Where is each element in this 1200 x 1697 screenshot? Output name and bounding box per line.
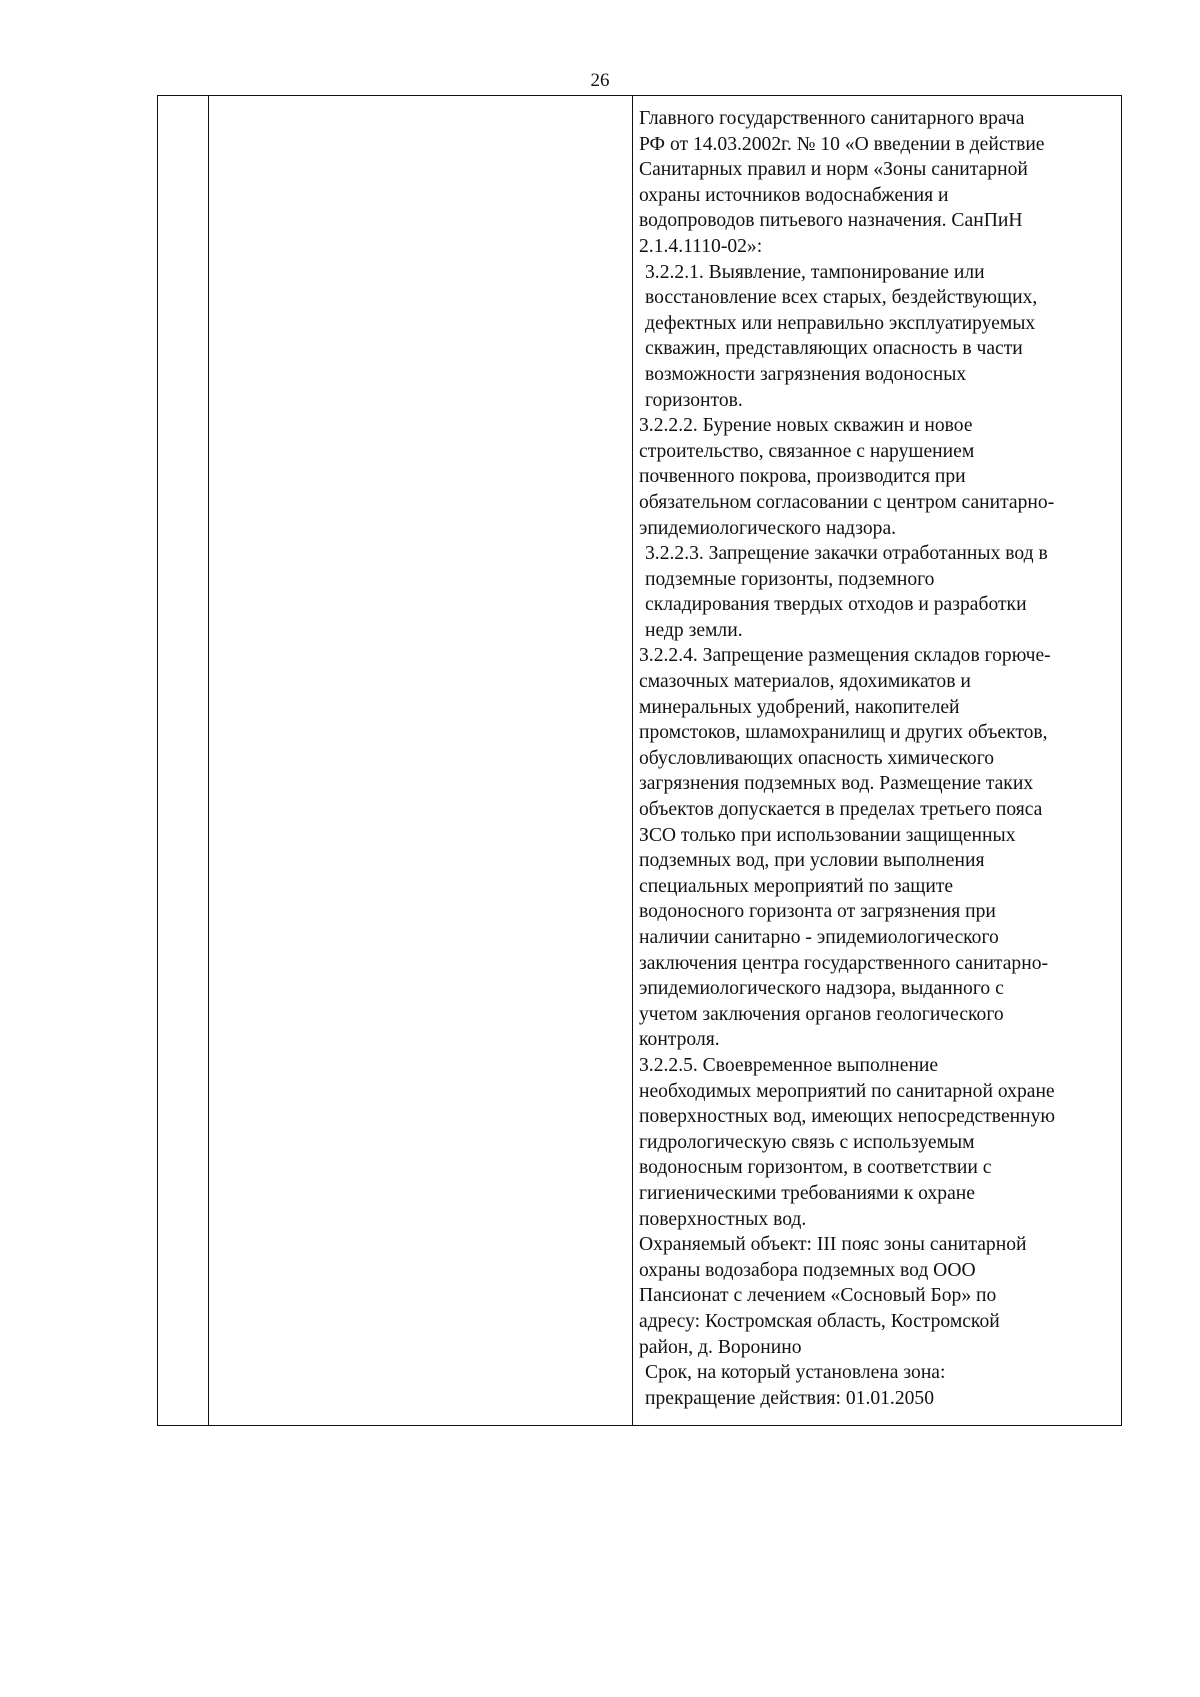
paragraph-resolution-reference: Главного государственного санитарного врача РФ от 14.03.2002г. № 10 «О введении в действие Санитарных правил и норм «Зоны санитарной охраны источников водоснабжения и водопроводов питьевого назначения. СанПиН 2.1.4.1110-02»:: [639, 108, 1045, 257]
table-cell-right: [639, 106, 1117, 1411]
document-table: [157, 95, 1122, 1426]
column-divider-1: [208, 96, 209, 1425]
paragraph-protected-object: Охраняемый объект: III пояс зоны санитарной охраны водозабора подземных вод ООО Пансионат с лечением «Сосновый Бор» по адресу: Костромская область, Костромской район, д. Воронино: [639, 1234, 1027, 1358]
column-divider-2: [632, 96, 633, 1425]
page-number: 26: [590, 70, 610, 91]
paragraph-zone-term: Срок, на который установлена зона: прекращение действия: 01.01.2050: [645, 1362, 946, 1409]
paragraph-3-2-2-1: 3.2.2.1. Выявление, тампонирование или восстановление всех старых, бездействующих, дефектных или неправильно эксплуатируемых скважин, представляющих опасность в части возможности загрязнения водоносных горизонтов.: [645, 261, 1038, 411]
paragraph-3-2-2-5: 3.2.2.5. Своевременное выполнение необходимых мероприятий по санитарной охране поверхностных вод, имеющих непосредственную гидрологическую связь с используемым водоносным горизонтом, в соответствии с гигиеническими требованиями к охране поверхностных вод.: [639, 1054, 1056, 1230]
paragraph-3-2-2-2: 3.2.2.2. Бурение новых скважин и новое строительство, связанное с нарушением почвенного покрова, производится при обязательном согласовании с центром санитарно- эпидемиологического надзора.: [639, 415, 1055, 539]
paragraph-3-2-2-3: 3.2.2.3. Запрещение закачки отработанных вод в подземные горизонты, подземного складирования твердых отходов и разработки недр земли.: [645, 543, 1048, 641]
paragraph-3-2-2-4: 3.2.2.4. Запрещение размещения складов горюче- смазочных материалов, ядохимикатов и минеральных удобрений, накопителей промстоков, шламохранилищ и других объектов, обусловливающих опасность химического загрязнения подземных вод. Размещение таких объектов допускается в пределах третьего пояса ЗСО только при использовании защищенных подземных вод, при условии выполнения специальных мероприятий по защите водоносного горизонта от загрязнения при наличии санитарно - эпидемиологического заключения центра государственного санитарно- эпидемиологического надзора, выданного с учетом заключения органов геологического контроля.: [639, 645, 1051, 1051]
